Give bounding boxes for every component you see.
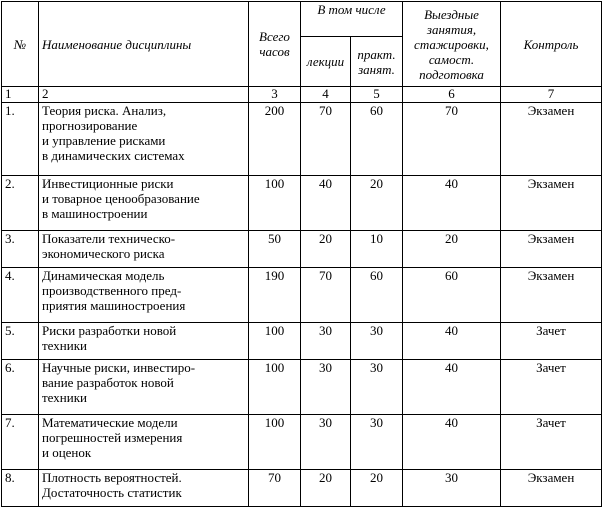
control-type: Экзамен bbox=[501, 103, 602, 176]
header-total-hours-line: часов bbox=[259, 44, 290, 59]
field-hours: 30 bbox=[403, 470, 501, 507]
header-field-line: самост. bbox=[428, 51, 475, 67]
discipline-name-line: Показатели техническо- bbox=[42, 231, 176, 246]
total-hours: 100 bbox=[249, 176, 301, 231]
discipline-name bbox=[39, 360, 249, 415]
header-row-top bbox=[2, 2, 602, 37]
discipline-name-line: Инвестиционные риски bbox=[42, 176, 174, 191]
lecture-hours: 20 bbox=[301, 470, 351, 507]
column-number: 4 bbox=[301, 87, 351, 103]
discipline-name bbox=[39, 103, 249, 176]
header-total-hours-line: Всего bbox=[259, 29, 290, 44]
table-row bbox=[2, 103, 602, 176]
discipline-name-line: техники bbox=[42, 390, 87, 405]
lecture-hours: 30 bbox=[301, 360, 351, 415]
discipline-name-line: вание разработок новой bbox=[42, 375, 174, 390]
discipline-name-line: в машиностроении bbox=[42, 206, 148, 221]
field-hours: 20 bbox=[403, 231, 501, 268]
header-field-line: занятия, bbox=[426, 21, 477, 37]
header-practice bbox=[351, 37, 403, 87]
field-hours: 70 bbox=[403, 103, 501, 176]
header-total-hours bbox=[249, 2, 301, 87]
header-field-line: стажировки, bbox=[414, 36, 489, 52]
discipline-name-line: Плотность вероятностей. bbox=[42, 470, 182, 485]
header-field-line: подготовка bbox=[419, 66, 484, 82]
header-practice-line: занят. bbox=[358, 61, 395, 77]
total-hours: 200 bbox=[249, 103, 301, 176]
discipline-name-line: Научные риски, инвестиро- bbox=[42, 360, 196, 375]
table-row bbox=[2, 360, 602, 415]
control-type: Зачет bbox=[501, 323, 602, 360]
control-type: Экзамен bbox=[501, 231, 602, 268]
header-lectures: лекции bbox=[301, 37, 351, 87]
row-number: 4. bbox=[2, 268, 39, 323]
discipline-name-line: и товарное ценообразование bbox=[42, 191, 200, 206]
row-number: 1. bbox=[2, 103, 39, 176]
row-number: 5. bbox=[2, 323, 39, 360]
header-field-work bbox=[403, 2, 501, 87]
header-number: № bbox=[2, 2, 39, 87]
lecture-hours: 40 bbox=[301, 176, 351, 231]
table-row bbox=[2, 415, 602, 470]
discipline-name-line: Риски разработки новой bbox=[42, 323, 177, 338]
practice-hours: 30 bbox=[351, 323, 403, 360]
discipline-name-line: производственного пред- bbox=[42, 283, 182, 298]
practice-hours: 30 bbox=[351, 415, 403, 470]
lecture-hours: 20 bbox=[301, 231, 351, 268]
row-number: 8. bbox=[2, 470, 39, 507]
curriculum-table bbox=[1, 1, 602, 507]
discipline-name bbox=[39, 268, 249, 323]
discipline-name-line: приятия машиностроения bbox=[42, 298, 186, 313]
field-hours: 40 bbox=[403, 323, 501, 360]
practice-hours: 20 bbox=[351, 176, 403, 231]
row-number: 7. bbox=[2, 415, 39, 470]
total-hours: 50 bbox=[249, 231, 301, 268]
total-hours: 70 bbox=[249, 470, 301, 507]
header-field-line: Выездные bbox=[424, 6, 479, 22]
discipline-name-line: и управление рисками bbox=[42, 133, 166, 148]
header-control: Контроль bbox=[501, 2, 602, 87]
row-number: 3. bbox=[2, 231, 39, 268]
column-number: 1 bbox=[2, 87, 39, 103]
lecture-hours: 30 bbox=[301, 415, 351, 470]
practice-hours: 60 bbox=[351, 268, 403, 323]
discipline-name-line: Математические модели bbox=[42, 415, 178, 430]
control-type: Зачет bbox=[501, 360, 602, 415]
lecture-hours: 70 bbox=[301, 103, 351, 176]
discipline-name-line: экономического риска bbox=[42, 246, 165, 261]
discipline-name-line: техники bbox=[42, 338, 87, 353]
control-type: Экзамен bbox=[501, 470, 602, 507]
field-hours: 40 bbox=[403, 415, 501, 470]
discipline-name bbox=[39, 470, 249, 507]
row-number: 2. bbox=[2, 176, 39, 231]
lecture-hours: 70 bbox=[301, 268, 351, 323]
table-row bbox=[2, 268, 602, 323]
discipline-name-line: Динамическая модель bbox=[42, 268, 165, 283]
field-hours: 60 bbox=[403, 268, 501, 323]
practice-hours: 10 bbox=[351, 231, 403, 268]
lecture-hours: 30 bbox=[301, 323, 351, 360]
column-number: 6 bbox=[403, 87, 501, 103]
practice-hours: 60 bbox=[351, 103, 403, 176]
discipline-name-line: погрешностей измерения bbox=[42, 430, 183, 445]
table-row bbox=[2, 231, 602, 268]
field-hours: 40 bbox=[403, 176, 501, 231]
row-number: 6. bbox=[2, 360, 39, 415]
discipline-name-line: Достаточность статистик bbox=[42, 485, 182, 500]
field-hours: 40 bbox=[403, 360, 501, 415]
column-number: 2 bbox=[39, 87, 249, 103]
column-number: 3 bbox=[249, 87, 301, 103]
discipline-name bbox=[39, 231, 249, 268]
control-type: Экзамен bbox=[501, 176, 602, 231]
total-hours: 100 bbox=[249, 323, 301, 360]
total-hours: 100 bbox=[249, 360, 301, 415]
practice-hours: 20 bbox=[351, 470, 403, 507]
column-number-row bbox=[2, 87, 602, 103]
discipline-name bbox=[39, 415, 249, 470]
control-type: Зачет bbox=[501, 415, 602, 470]
table-row bbox=[2, 470, 602, 507]
discipline-name-line: и оценок bbox=[42, 445, 92, 460]
header-including: В том числе bbox=[301, 2, 403, 37]
total-hours: 100 bbox=[249, 415, 301, 470]
column-number: 5 bbox=[351, 87, 403, 103]
practice-hours: 30 bbox=[351, 360, 403, 415]
discipline-name bbox=[39, 176, 249, 231]
column-number: 7 bbox=[501, 87, 602, 103]
discipline-name-line: Теория риска. Анализ, bbox=[42, 103, 167, 118]
discipline-name-line: прогнозирование bbox=[42, 118, 138, 133]
discipline-name bbox=[39, 323, 249, 360]
discipline-name-line: в динамических системах bbox=[42, 148, 185, 163]
table-row bbox=[2, 176, 602, 231]
header-discipline-name: Наименование дисциплины bbox=[39, 2, 249, 87]
total-hours: 190 bbox=[249, 268, 301, 323]
table-row bbox=[2, 323, 602, 360]
control-type: Экзамен bbox=[501, 268, 602, 323]
header-practice-line: практ. bbox=[357, 46, 396, 62]
